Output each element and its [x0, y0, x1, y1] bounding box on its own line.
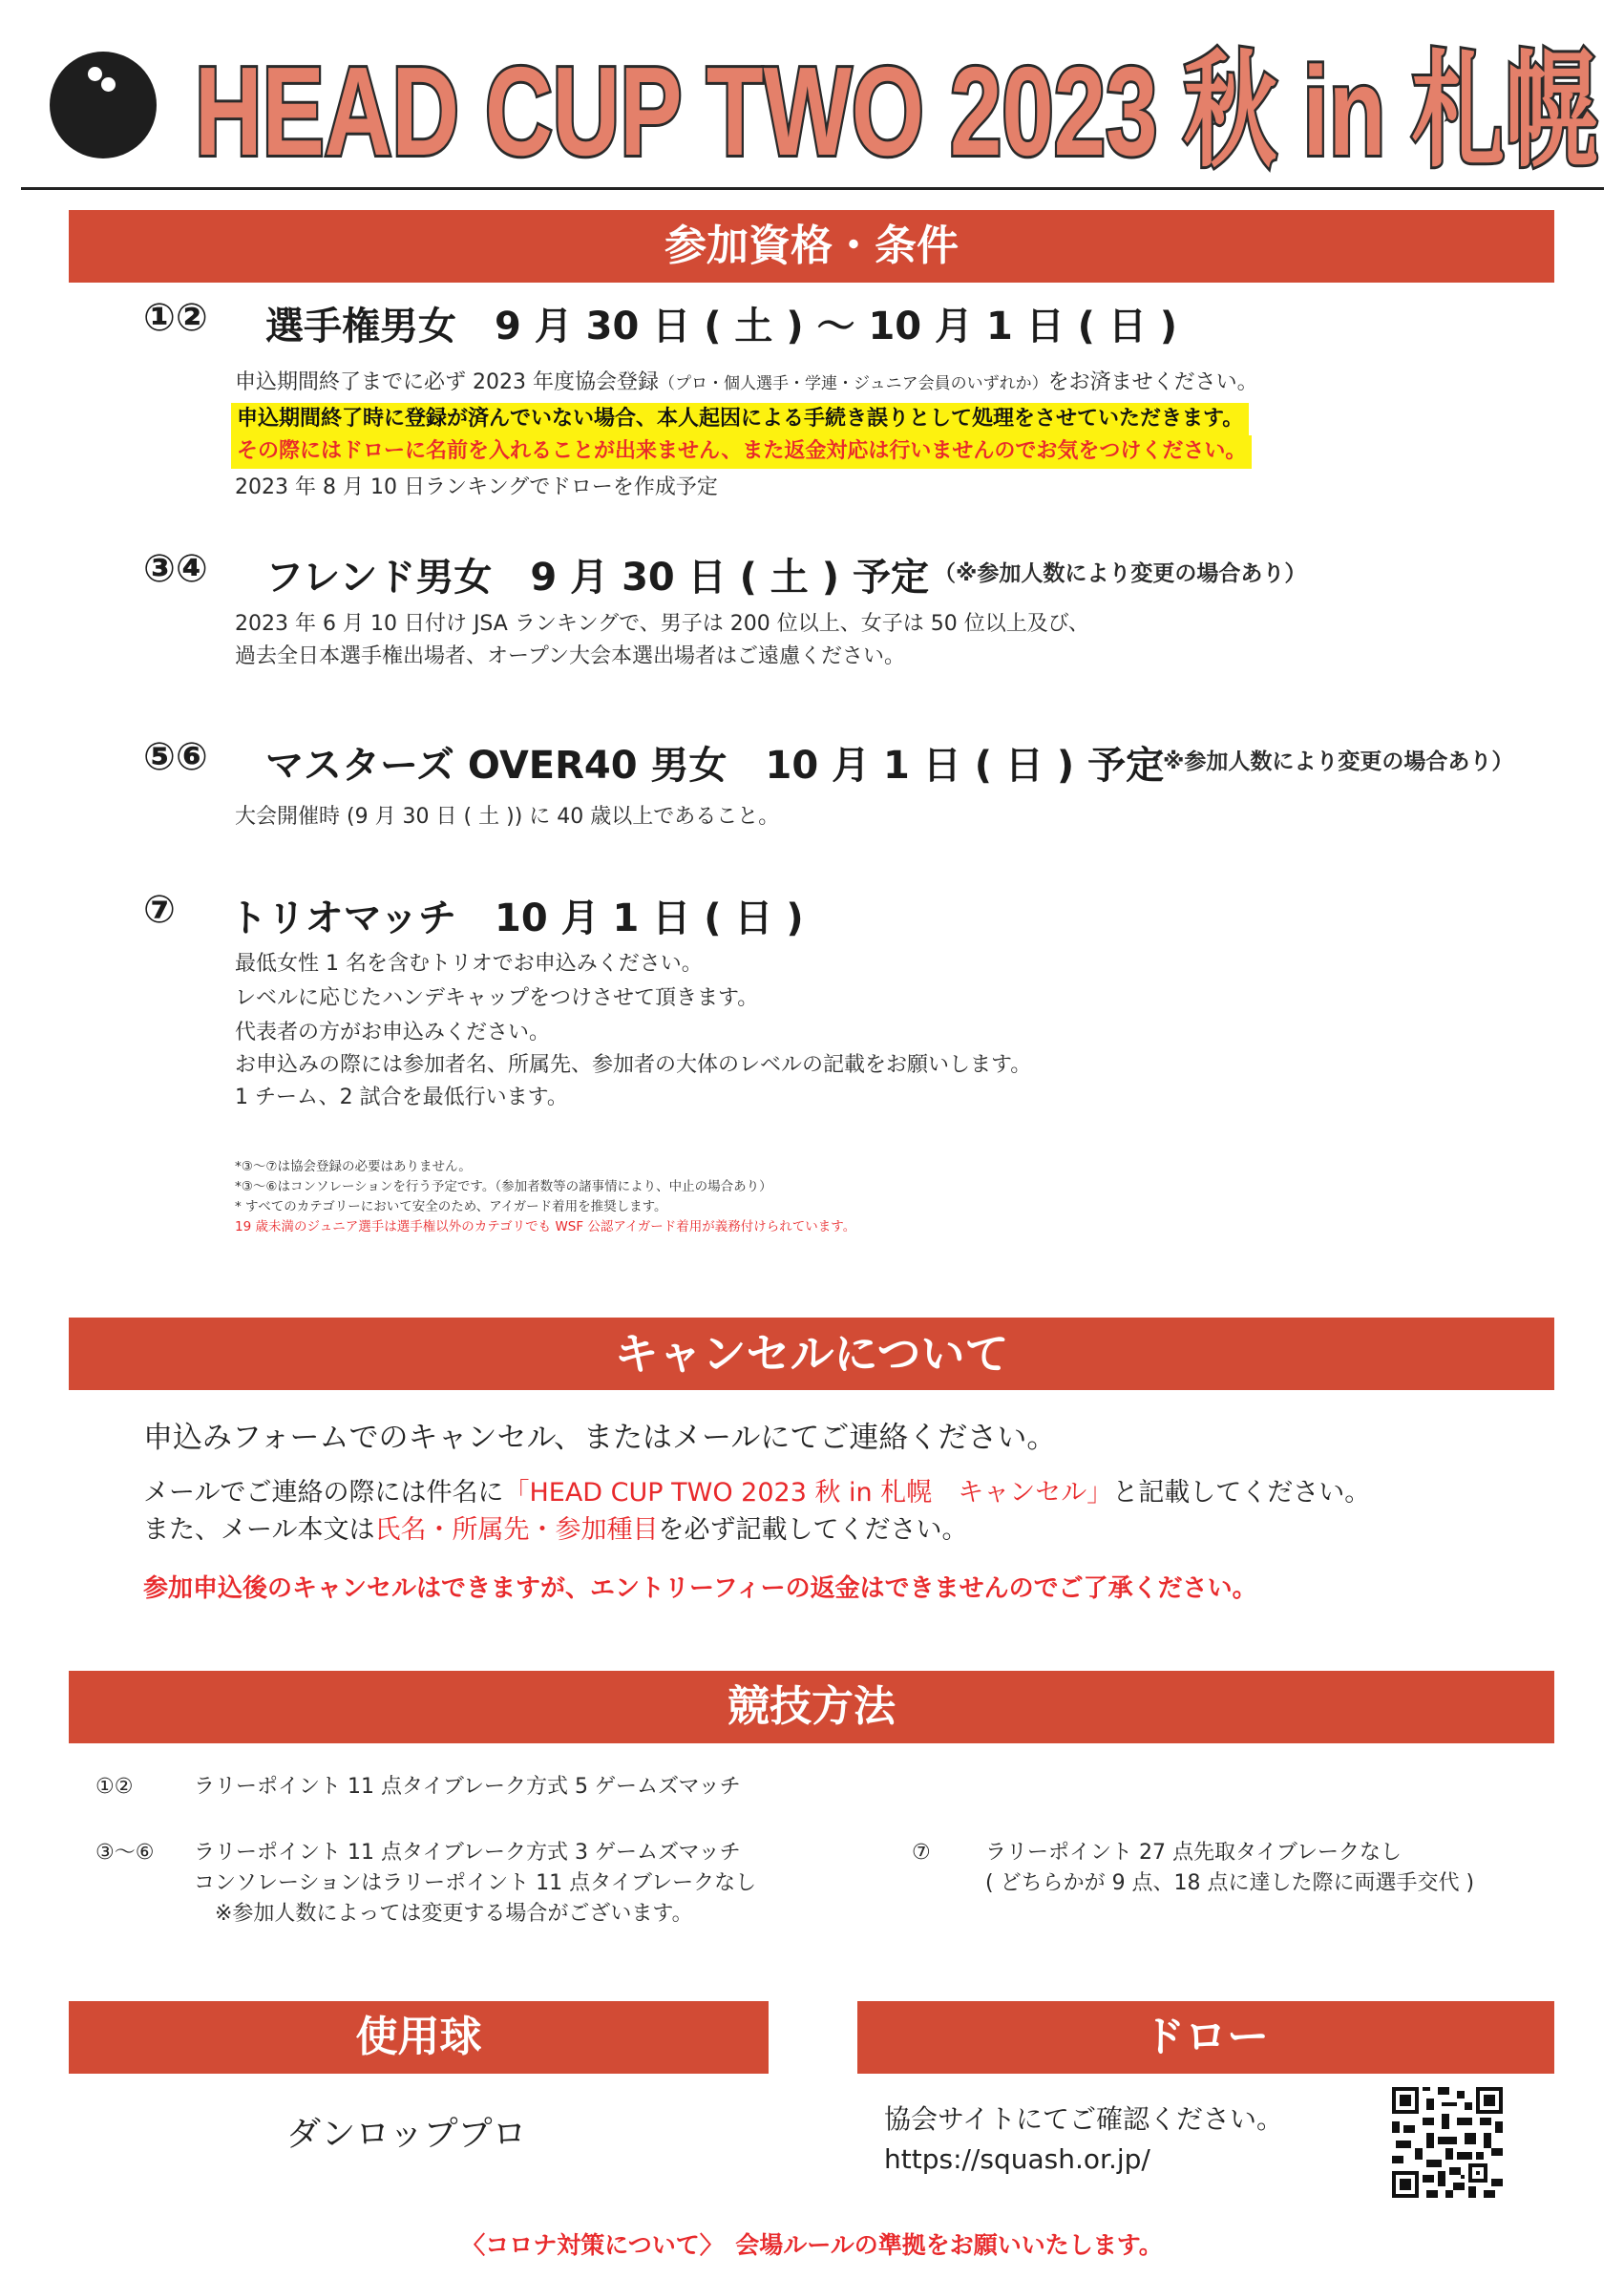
ball-name: ダンロッププロ — [286, 2115, 527, 2154]
ranking-note: 2023 年 8 月 10 日ランキングでドローを作成予定 — [235, 475, 718, 499]
svg-text:HEAD CUP TWO 2023 秋 in 札幌: HEAD CUP TWO 2023 秋 in 札幌 — [195, 41, 1598, 181]
format-no-7: ⑦ — [912, 1841, 931, 1865]
format-friend-masters-1: ラリーポイント 11 点タイブレーク方式 3 ゲームズマッチ — [194, 1841, 741, 1865]
footnote-line: * すべてのカテゴリーにおいて安全のため、アイガード着用を推奨します。 — [235, 1199, 667, 1214]
registration-warning-1: 申込期間終了時に登録が済んでいない場合、本人起因による手続き誤りとして処理をさせていただきます。 — [231, 403, 1249, 436]
trio-line-4: お申込みの際には参加者名、所属先、参加者の大体のレベルの記載をお願いします。 — [235, 1053, 1032, 1077]
covid-notice: 〈コロナ対策について〉 会場ルールの準拠をお願いいたします。 — [461, 2231, 1163, 2259]
cancel-method: 申込みフォームでのキャンセル、またはメールにてご連絡ください。 — [143, 1421, 1057, 1455]
category-championship-heading: 選手権男女 9 月 30 日 ( 土 ) 〜 10 月 1 日 ( 日 ) — [265, 305, 1178, 348]
ball-section-header: 使用球 — [69, 2001, 769, 2074]
format-no-3-6: ③〜⑥ — [95, 1841, 155, 1865]
masters-participant-note: （※参加人数により変更の場合あり） — [1141, 749, 1514, 774]
category-no-7: ⑦ — [143, 888, 176, 932]
format-championship: ラリーポイント 11 点タイブレーク方式 5 ゲームズマッチ — [194, 1775, 741, 1799]
cancel-section-header: キャンセルについて — [69, 1318, 1554, 1390]
friend-participant-note: （※参加人数により変更の場合あり） — [934, 561, 1307, 586]
format-trio-1: ラリーポイント 27 点先取タイブレークなし — [985, 1841, 1403, 1865]
footnote-eyeguard-warning: 19 歳未満のジュニア選手は選手権以外のカテゴリでも WSF 公認アイガード着用が義務付けられています。 — [235, 1219, 856, 1234]
footnote-line: *③〜⑦は協会登録の必要はありません。 — [235, 1159, 472, 1174]
masters-requirement: 大会開催時 (9 月 30 日 ( 土 )) に 40 歳以上であること。 — [235, 805, 780, 829]
registration-requirement: 申込期間終了までに必ず 2023 年度協会登録（プロ・個人選手・学連・ジュニア会員のいずれか）をお済ませください。 — [235, 370, 1258, 394]
footnote-line: *③〜⑥はコンソレーションを行う予定です。（参加者数等の諸事情により、中止の場合あり） — [235, 1179, 772, 1194]
eligibility-section-header: 参加資格・条件 — [69, 210, 1554, 283]
refund-warning: 参加申込後のキャンセルはできますが、エントリーフィーの返金はできませんのでご了承ください。 — [143, 1574, 1257, 1603]
draw-info: 協会サイトにてご確認ください。 — [884, 2103, 1284, 2135]
format-friend-masters-3: ※参加人数によっては変更する場合がございます。 — [194, 1902, 693, 1926]
trio-line-1: 最低女性 1 名を含むトリオでお申込みください。 — [235, 952, 703, 976]
format-no-1-2: ①② — [95, 1775, 134, 1799]
format-section-header: 競技方法 — [69, 1671, 1554, 1743]
trio-line-5: 1 チーム、2 試合を最低行います。 — [235, 1086, 568, 1109]
squash-ball-logo-icon — [50, 52, 157, 158]
draw-section-header: ドロー — [857, 2001, 1554, 2074]
friend-requirement-2: 過去全日本選手権出場者、オープン大会本選出場者はご遠慮ください。 — [235, 644, 906, 668]
cancel-email-subject: メールでご連絡の際には件名に「HEAD CUP TWO 2023 秋 in 札幌 キャンセル」と記載してください。 — [143, 1478, 1371, 1508]
qr-code-icon — [1392, 2087, 1503, 2198]
friend-requirement-1: 2023 年 6 月 10 日付け JSA ランキングで、男子は 200 位以上、女子は 50 位以上及び、 — [235, 612, 1089, 636]
format-friend-masters-2: コンソレーションはラリーポイント 11 点タイブレークなし — [194, 1871, 757, 1895]
trio-line-2: レベルに応じたハンデキャップをつけさせて頂きます。 — [235, 986, 759, 1010]
category-masters-heading: マスターズ OVER40 男女 10 月 1 日 ( 日 ) 予定 — [265, 744, 1165, 788]
eligibility-footnotes — [235, 1157, 855, 1237]
format-trio-2: ( どちらかが 9 点、18 点に達した際に両選手交代 ) — [985, 1871, 1475, 1895]
category-no-1-2: ①② — [143, 296, 208, 340]
registration-warning-2: その際にはドローに名前を入れることが出来ません、また返金対応は行いませんのでお気をつけください。 — [231, 435, 1252, 469]
cancel-email-body: また、メール本文は氏名・所属先・参加種目を必ず記載してください。 — [143, 1515, 968, 1545]
header-divider — [21, 187, 1604, 190]
trio-line-3: 代表者の方がお申込みください。 — [235, 1021, 551, 1044]
category-friend-heading: フレンド男女 9 月 30 日 ( 土 ) 予定 — [265, 556, 929, 600]
draw-url-link[interactable]: https://squash.or.jp/ — [884, 2143, 1150, 2175]
category-no-3-4: ③④ — [143, 547, 208, 591]
category-trio-heading: トリオマッチ 10 月 1 日 ( 日 ) — [229, 896, 804, 940]
event-title — [191, 19, 1604, 181]
category-no-5-6: ⑤⑥ — [143, 735, 208, 779]
